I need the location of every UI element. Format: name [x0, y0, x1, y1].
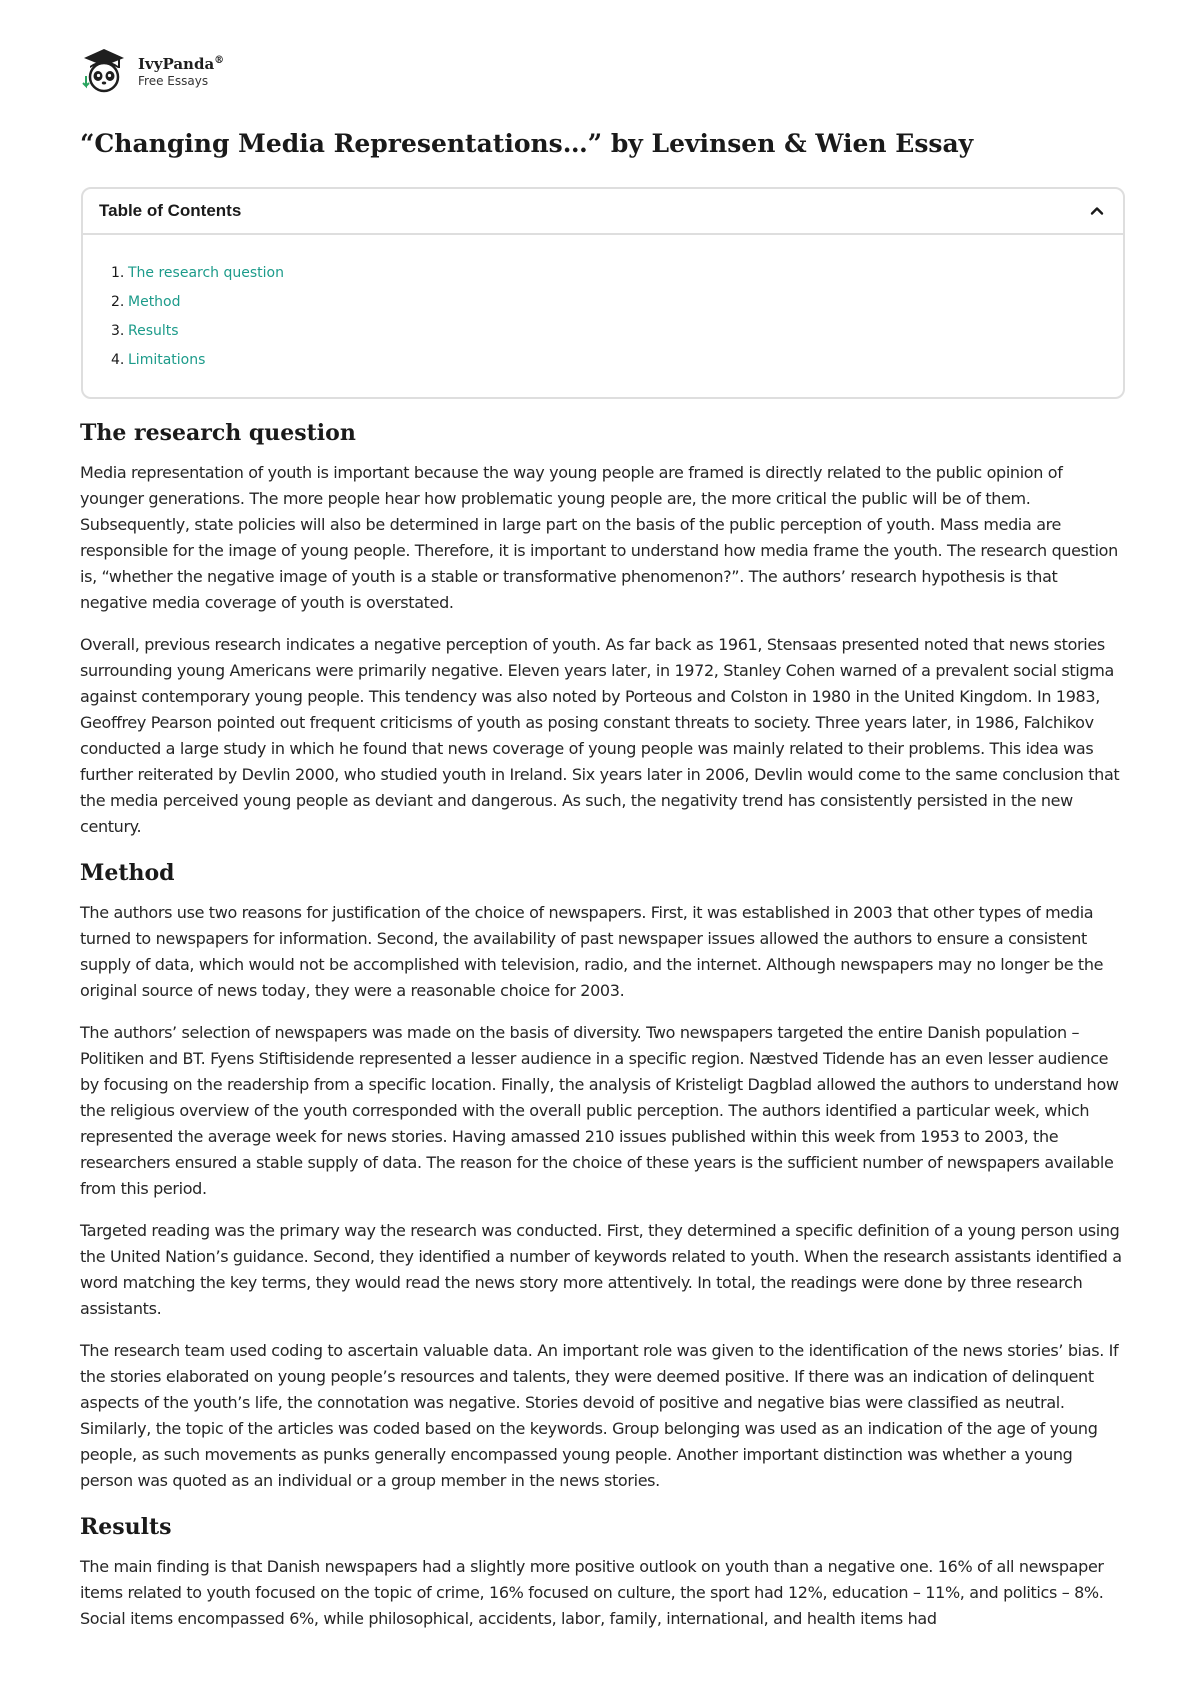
brand-name[interactable]: [138, 52, 224, 73]
paragraph: The research team used coding to ascertain valuable data. An important role was given to the identification of the news stories’ bias. If the stories elaborated on young people’s resources and talents, they were deemed positive. If there was an indication of delinquent aspects of the youth’s life, the connotation was negative. Stories devoid of positive and negative bias were classified as neutral. Similarly, the topic of the articles was coded based on the keywords. Group belonging was used as an indication of the age of young people, as such movements as punks generally encompassed young people. Another important distinction was whether a young person was quoted as an individual or a group member in the news stories.: [80, 1341, 1119, 1490]
page-title: “Changing Media Representations…” by Levinsen & Wien Essay: [80, 129, 974, 158]
site-header: [80, 46, 224, 94]
toc-item-number: 4.: [111, 352, 125, 368]
toc-link-research-question[interactable]: The research question: [128, 265, 284, 281]
paragraph: The authors use two reasons for justification of the choice of newspapers. First, it was established in 2003 that other types of media turned to newspapers for information. Second, the availability of past newspaper issues allowed the authors to ensure a consistent supply of data, which would not be accomplished with television, radio, and the internet. Although newspapers may no longer be the original source of news today, they were a reasonable choice for 2003.: [80, 903, 1104, 1000]
paragraph: Overall, previous research indicates a negative perception of youth. As far back as 1961, Stensaas presented noted that news stories surrounding young Americans were primarily negative. Eleven years later, in 1972, Stanley Cohen warned of a prevalent social stigma against contemporary young people. This tendency was also noted by Porteous and Colston in 1980 in the United Kingdom. In 1983, Geoffrey Pearson pointed out frequent criticisms of youth as posing constant threats to society. Three years later, in 1986, Falchikov conducted a large study in which he found that news coverage of young people was mainly related to their problems. This idea was further reiterated by Devlin 2000, who studied youth in Ireland. Six years later in 2006, Devlin would come to the same conclusion that the media perceived young people as deviant and dangerous. As such, the negativity trend has consistently persisted in the new century.: [80, 635, 1120, 836]
toc-item: [111, 259, 1123, 288]
paragraph: Targeted reading was the primary way the research was conducted. First, they determined a specific definition of a young person using the United Nation’s guidance. Second, they identified a number of keywords related to youth. When the research assistants identified a word matching the key terms, they would read the news story more attentively. In total, the readings were done by three research assistants.: [80, 1221, 1122, 1318]
toc-item-number: 1.: [111, 265, 125, 281]
brand-tagline: Free Essays: [138, 73, 209, 88]
paragraph: Media representation of youth is important because the way young people are framed is directly related to the public opinion of younger generations. The more people hear how problematic young people are, the more critical the public will be of them. Subsequently, state policies will also be determined in large part on the basis of the public perception of youth. Mass media are responsible for the image of young people. Therefore, it is important to understand how media frame the youth. The research question is, “whether the negative image of youth is a stable or transformative phenomenon?”. The authors’ research hypothesis is that negative media coverage of youth is overstated.: [80, 463, 1118, 612]
toc-link-results[interactable]: Results: [128, 323, 179, 339]
toc-item-number: 2.: [111, 294, 125, 310]
essay-body: [80, 418, 1124, 1648]
toc-item: [111, 317, 1123, 346]
table-of-contents: [81, 187, 1125, 399]
toc-item: [111, 288, 1123, 317]
section-heading-results: Results: [80, 1514, 172, 1540]
toc-link-method[interactable]: Method: [128, 294, 181, 310]
toc-header[interactable]: [83, 189, 1123, 235]
toc-list: [83, 235, 1123, 375]
toc-item: [111, 346, 1123, 375]
paragraph: The main finding is that Danish newspapers had a slightly more positive outlook on youth than a negative one. 16% of all newspaper items related to youth focused on the topic of crime, 16% focused on culture, the sport had 12%, education – 11%, and politics – 8%. Social items encompassed 6%, while philosophical, accidents, labor, family, international, and health items had: [80, 1557, 1104, 1628]
toc-item-number: 3.: [111, 323, 125, 339]
paragraph: The authors’ selection of newspapers was made on the basis of diversity. Two newspapers targeted the entire Danish population – Politiken and BT. Fyens Stiftisidende represented a lesser audience in a specific region. Næstved Tidende has an even lesser audience by focusing on the readership from a specific location. Finally, the analysis of Kristeligt Dagblad allowed the authors to understand how the religious overview of the youth corresponded with the overall public perception. The authors identified a particular week, which represented the average week for news stories. Having amassed 210 issues published within this week from 1953 to 2003, the researchers ensured a stable supply of data. The reason for the choice of these years is the sufficient number of newspapers available from this period.: [80, 1023, 1119, 1198]
panda-graduate-logo-icon[interactable]: [80, 46, 128, 94]
section-heading-method: Method: [80, 860, 175, 886]
brand-name-text: IvyPanda: [138, 54, 215, 73]
toc-heading: Table of Contents: [99, 201, 242, 220]
brand-text: [138, 52, 224, 89]
section-heading-research-question: The research question: [80, 420, 356, 446]
toc-link-limitations[interactable]: Limitations: [128, 352, 206, 368]
chevron-up-icon[interactable]: [1087, 201, 1107, 221]
registered-mark: ®: [214, 54, 225, 66]
